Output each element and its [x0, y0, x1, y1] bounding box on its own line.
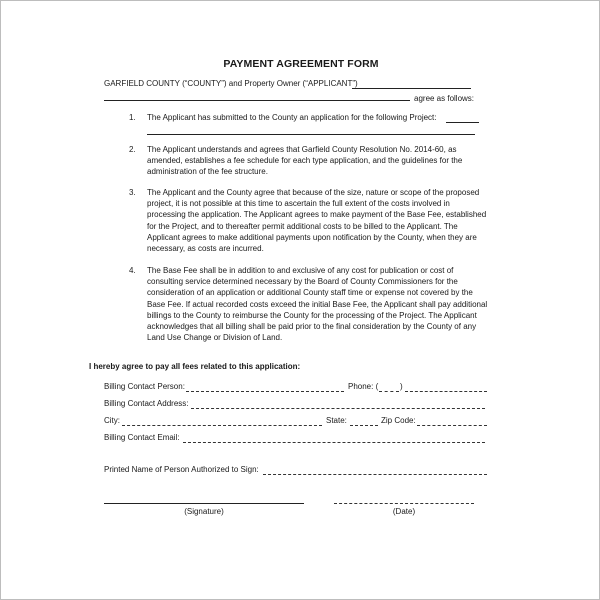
phone-number-field[interactable] — [405, 391, 487, 392]
date-line[interactable] — [334, 503, 474, 504]
signature-label: (Signature) — [184, 507, 224, 516]
state-field[interactable] — [350, 425, 378, 426]
billing-contact-address-field[interactable] — [191, 408, 485, 409]
billing-contact-email-label: Billing Contact Email: — [104, 433, 180, 442]
billing-contact-person-label: Billing Contact Person: — [104, 382, 185, 391]
project-name-line-1[interactable] — [446, 122, 479, 123]
clause-2-number: 2. — [129, 145, 136, 154]
city-label: City: — [104, 416, 120, 425]
state-label: State: — [326, 416, 347, 425]
billing-contact-address-label: Billing Contact Address: — [104, 399, 189, 408]
billing-contact-person-field[interactable] — [186, 391, 344, 392]
form-title: PAYMENT AGREEMENT FORM — [223, 58, 379, 70]
date-label: (Date) — [392, 507, 416, 516]
printed-name-label: Printed Name of Person Authorized to Sign: — [104, 465, 259, 474]
zip-code-label: Zip Code: — [381, 416, 416, 425]
clause-1-number: 1. — [129, 113, 136, 122]
clause-4-number: 4. — [129, 266, 136, 275]
applicant-name-line-1[interactable] — [352, 88, 471, 89]
signature-line[interactable] — [104, 503, 304, 504]
billing-contact-email-field[interactable] — [183, 442, 485, 443]
clause-3-number: 3. — [129, 188, 136, 197]
intro-line-2-suffix: agree as follows: — [414, 94, 475, 103]
applicant-name-line-2[interactable] — [104, 100, 410, 101]
printed-name-field[interactable] — [263, 474, 487, 475]
intro-line-1: GARFIELD COUNTY (“COUNTY”) and Property Owner (“APPLICANT”) — [104, 79, 358, 88]
clause-3-text: The Applicant and the County agree that because of the size, nature or scope of the proposed project, it is not possible at this time to ascertain the full extent of the costs involved in processing the application. The Applicant agrees to make payment of the Base Fee, established for the Project, and to thereafter permit additional costs to be billed to the Applicant. The Applicant agrees to make additional payments upon notification by the County, when they are necessary, as costs are incurred. — [147, 188, 487, 254]
clause-1-text: The Applicant has submitted to the County an application for the following Project: — [147, 113, 437, 122]
agreement-heading: I hereby agree to pay all fees related to this application: — [89, 362, 301, 371]
phone-area-code-field[interactable] — [379, 391, 399, 392]
city-field[interactable] — [122, 425, 322, 426]
project-name-line-2[interactable] — [147, 134, 475, 135]
phone-close-paren: ) — [400, 382, 403, 391]
phone-label: Phone: ( — [348, 382, 379, 391]
zip-code-field[interactable] — [417, 425, 487, 426]
clause-4-text: The Base Fee shall be in addition to and exclusive of any cost for publication or cost of consulting service determined necessary by the Board of County Commissioners for the consideration of an application or additional County staff time or expense not covered by the Base Fee. If actual recorded costs exceed the initial Base Fee, the Applicant shall pay additional billings to the County to reimburse the County for the processing of the Project. The Applicant acknowledges that all billing shall be paid prior to the final consideration by the County of any Land Use Change or Division of Land. — [147, 266, 488, 343]
clause-2-text: The Applicant understands and agrees that Garfield County Resolution No. 2014-60, as amended, establishes a fee schedule for each type application, and the guidelines for the administration of the fee structure. — [147, 145, 463, 177]
